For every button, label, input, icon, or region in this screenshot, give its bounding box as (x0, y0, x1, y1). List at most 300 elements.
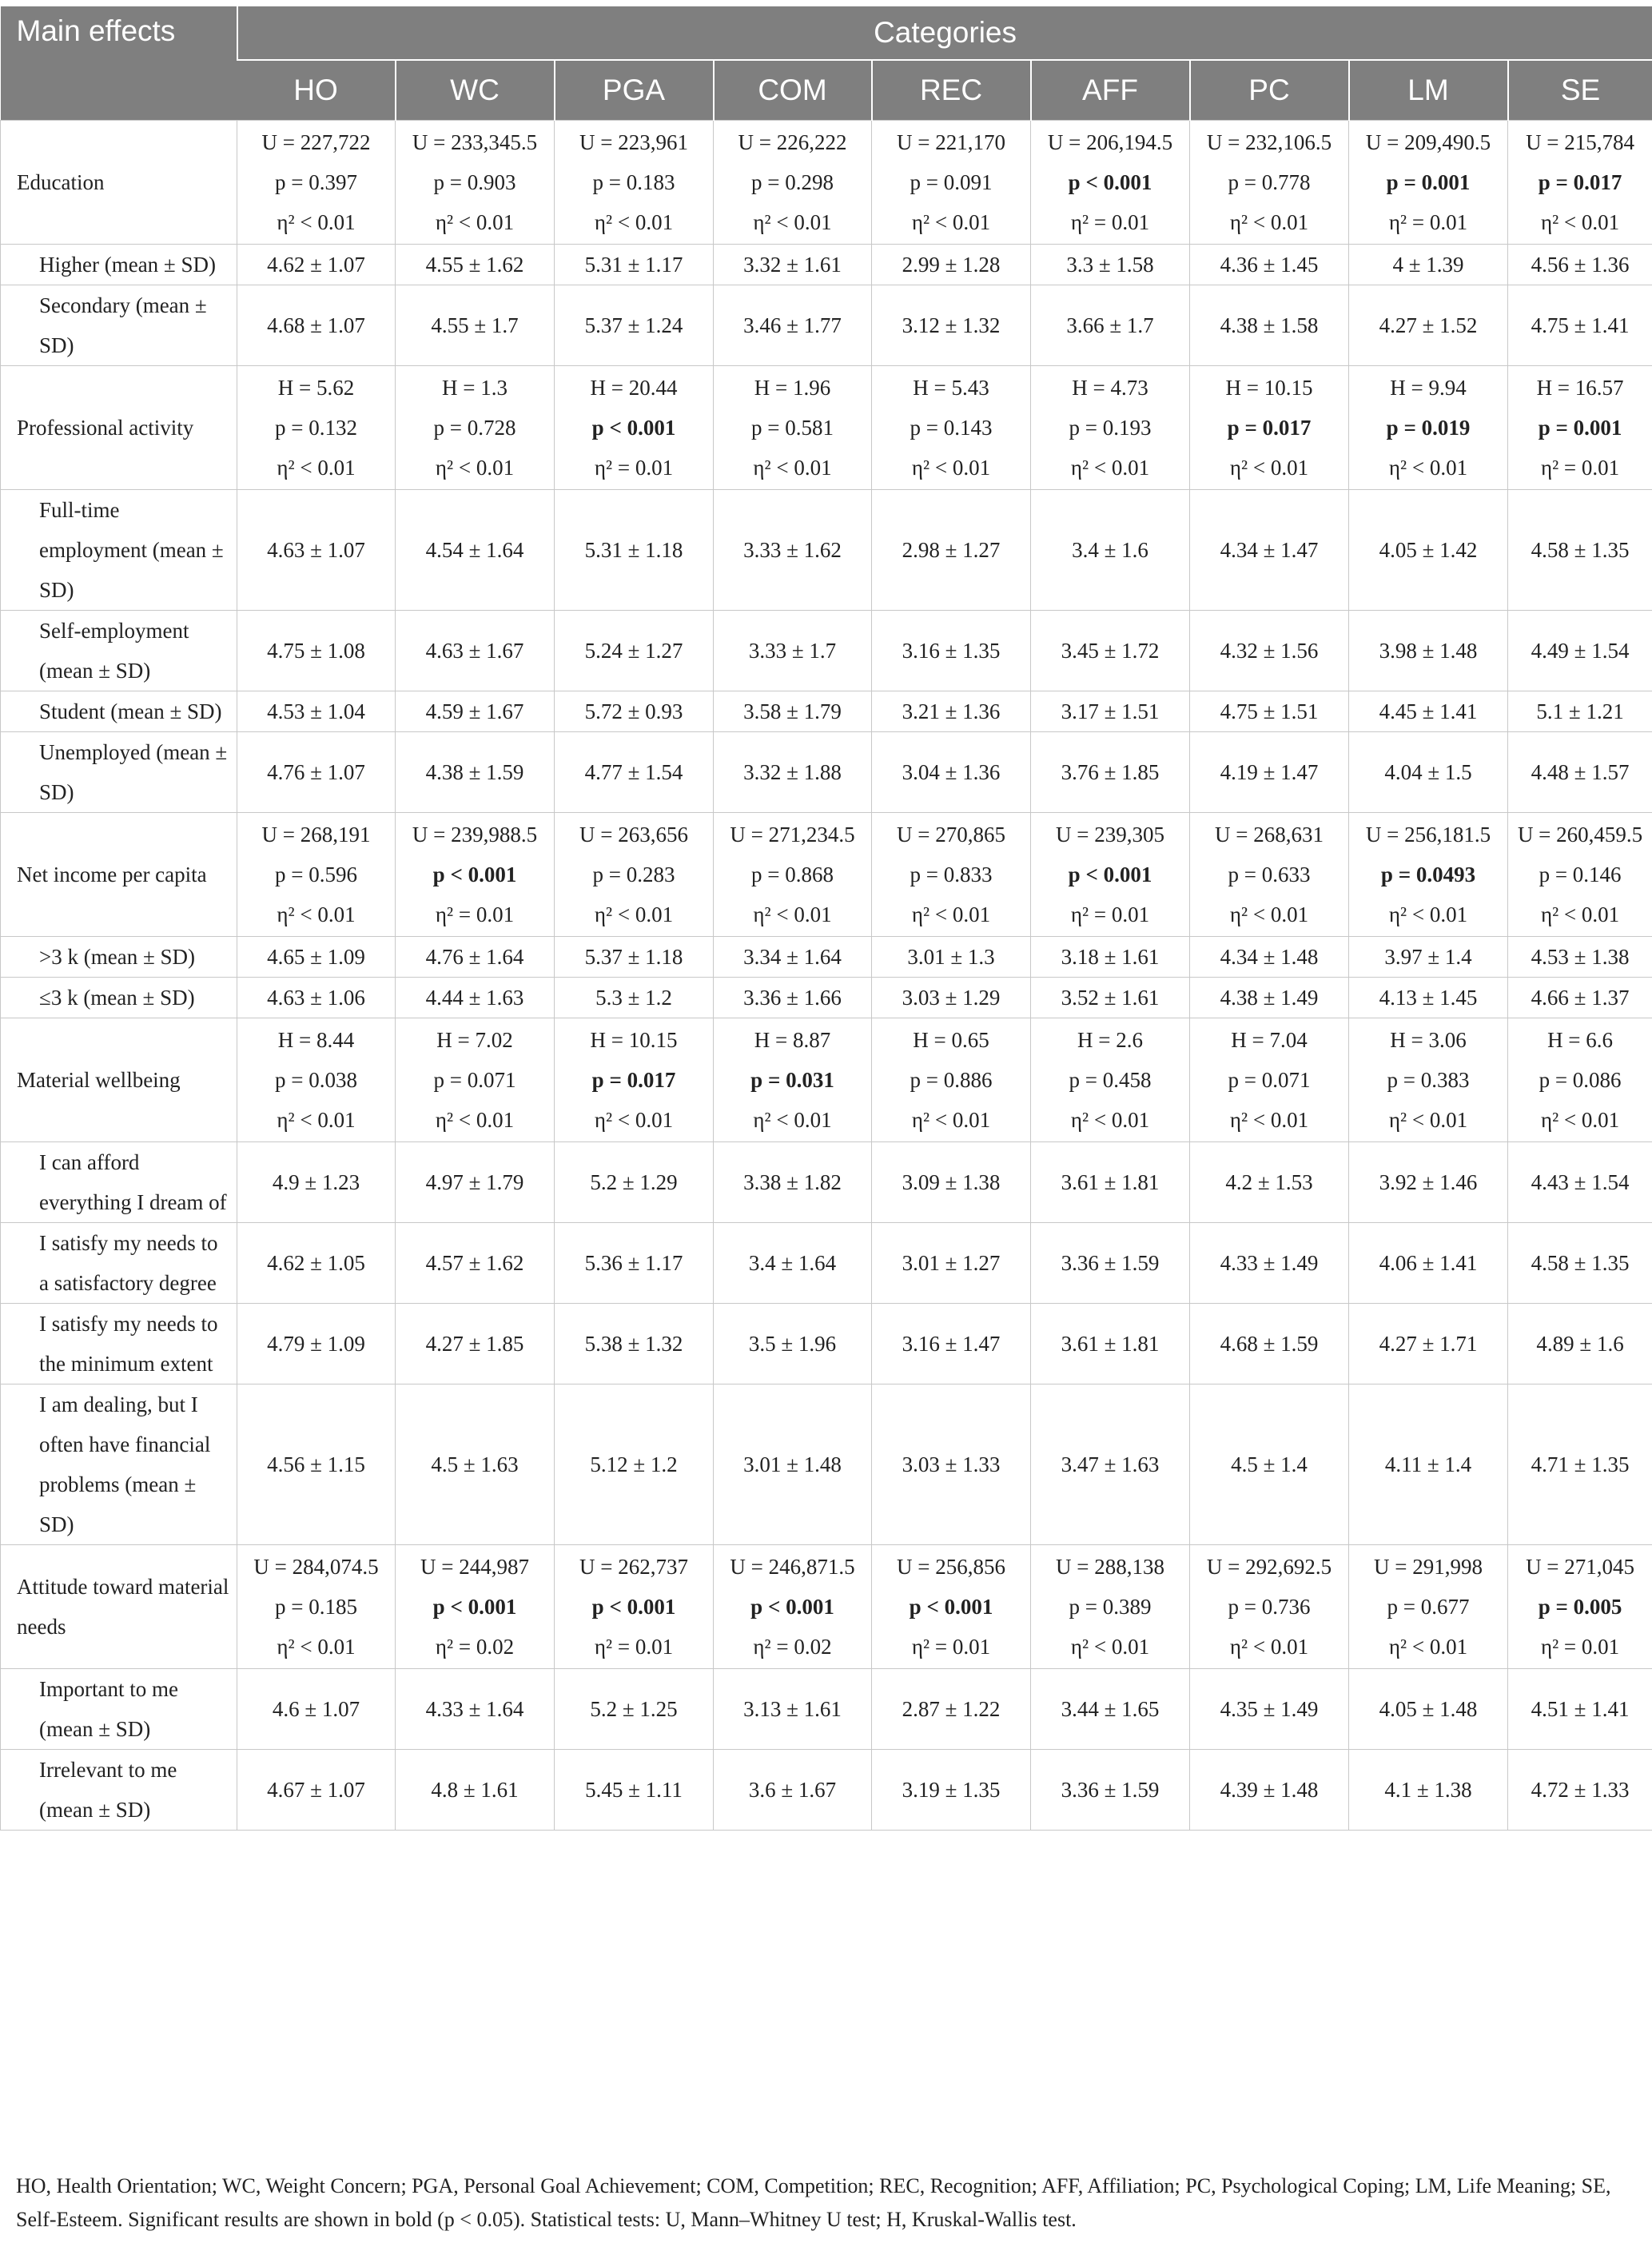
mean-sd-cell: 3.3 ± 1.58 (1031, 245, 1190, 285)
p-value: p = 0.143 (910, 416, 993, 440)
mean-sd-cell: 4.48 ± 1.57 (1508, 732, 1652, 813)
effect-size: η² = 0.01 (594, 1635, 674, 1659)
mean-sd-cell: 4.36 ± 1.45 (1190, 245, 1349, 285)
mean-sd-cell: 3.38 ± 1.82 (714, 1142, 872, 1223)
stat-cell (237, 813, 396, 937)
stat-cell (1508, 366, 1652, 490)
mean-sd-cell: 4.79 ± 1.09 (237, 1304, 396, 1384)
mean-sd-cell: 4.67 ± 1.07 (237, 1750, 396, 1831)
group-row (1, 1223, 1652, 1304)
test-statistic: U = 206,194.5 (1047, 130, 1173, 154)
stat-cell (1031, 813, 1190, 937)
effect-size: η² < 0.01 (1070, 456, 1150, 480)
results-table (0, 6, 1652, 1831)
p-value: p = 0.0493 (1380, 863, 1476, 886)
mean-sd-cell: 5.38 ± 1.32 (555, 1304, 714, 1384)
mean-sd-cell: 4.76 ± 1.07 (237, 732, 396, 813)
test-statistic: U = 263,656 (579, 823, 688, 847)
effect-size: η² < 0.01 (594, 210, 674, 234)
mean-sd-cell: 3.33 ± 1.62 (714, 490, 872, 611)
mean-sd-cell: 3.12 ± 1.32 (872, 285, 1031, 366)
mean-sd-cell: 4.35 ± 1.49 (1190, 1669, 1349, 1750)
mean-sd-cell: 3.01 ± 1.27 (872, 1223, 1031, 1304)
mean-sd-cell: 3.32 ± 1.88 (714, 732, 872, 813)
row-label: Important to me (mean ± SD) (1, 1669, 237, 1750)
p-value: p = 0.183 (592, 170, 675, 194)
effect-row (1, 813, 1652, 937)
p-value: p = 0.458 (1069, 1068, 1152, 1092)
mean-sd-cell: 5.24 ± 1.27 (555, 611, 714, 691)
mean-sd-cell: 3.17 ± 1.51 (1031, 691, 1190, 732)
row-label: I satisfy my needs to a satisfactory degree (1, 1223, 237, 1304)
mean-sd-cell: 4.75 ± 1.08 (237, 611, 396, 691)
row-label: I am dealing, but I often have financial problems (mean ± SD) (1, 1384, 237, 1545)
stat-cell (555, 1018, 714, 1142)
test-statistic: U = 215,784 (1526, 130, 1635, 154)
mean-sd-cell: 4.45 ± 1.41 (1349, 691, 1508, 732)
mean-sd-cell: 3.16 ± 1.47 (872, 1304, 1031, 1384)
stat-cell (714, 121, 872, 245)
effect-row (1, 1018, 1652, 1142)
mean-sd-cell: 4.55 ± 1.7 (396, 285, 555, 366)
mean-sd-cell: 3.97 ± 1.4 (1349, 937, 1508, 978)
column-header-wc: WC (396, 60, 555, 121)
mean-sd-cell: 4.57 ± 1.62 (396, 1223, 555, 1304)
effect-size: η² < 0.01 (277, 1108, 356, 1132)
p-value: p = 0.001 (1538, 416, 1622, 440)
effect-size: η² < 0.01 (1070, 1635, 1150, 1659)
test-statistic: H = 16.57 (1536, 376, 1624, 400)
effect-size: η² = 0.02 (435, 1635, 515, 1659)
effect-size: η² < 0.01 (1388, 456, 1468, 480)
stat-cell (1190, 813, 1349, 937)
column-header-rec: REC (872, 60, 1031, 121)
stat-cell (237, 366, 396, 490)
stat-cell (1508, 813, 1652, 937)
stat-cell (714, 813, 872, 937)
test-statistic: H = 8.44 (277, 1028, 355, 1052)
stat-cell (714, 366, 872, 490)
p-value: p = 0.677 (1387, 1595, 1470, 1619)
test-statistic: U = 271,234.5 (730, 823, 855, 847)
mean-sd-cell: 3.98 ± 1.48 (1349, 611, 1508, 691)
effect-size: η² = 0.01 (911, 1635, 991, 1659)
mean-sd-cell: 4.65 ± 1.09 (237, 937, 396, 978)
row-label: Education (1, 121, 237, 245)
mean-sd-cell: 4.76 ± 1.64 (396, 937, 555, 978)
p-value: p = 0.005 (1538, 1595, 1622, 1619)
p-value: p = 0.001 (1386, 170, 1471, 194)
main-effects-header: Main effects (1, 6, 237, 121)
mean-sd-cell: 4.68 ± 1.59 (1190, 1304, 1349, 1384)
p-value: p = 0.019 (1386, 416, 1471, 440)
effect-size: η² = 0.01 (1070, 210, 1150, 234)
test-statistic: H = 4.73 (1072, 376, 1148, 400)
row-label: I can afford everything I dream of (1, 1142, 237, 1223)
effect-size: η² < 0.01 (1388, 902, 1468, 926)
row-label: >3 k (mean ± SD) (1, 937, 237, 978)
p-value: p = 0.903 (433, 170, 516, 194)
mean-sd-cell: 4.97 ± 1.79 (396, 1142, 555, 1223)
p-value: p = 0.091 (910, 170, 993, 194)
p-value: p = 0.071 (1228, 1068, 1311, 1092)
mean-sd-cell: 4.89 ± 1.6 (1508, 1304, 1652, 1384)
stat-cell (1349, 1545, 1508, 1669)
test-statistic: U = 284,074.5 (253, 1555, 379, 1579)
stat-cell (555, 121, 714, 245)
mean-sd-cell: 3.66 ± 1.7 (1031, 285, 1190, 366)
p-value: p = 0.633 (1228, 863, 1311, 886)
stat-cell (1190, 1545, 1349, 1669)
effect-size: η² < 0.01 (277, 1635, 356, 1659)
mean-sd-cell: 4.19 ± 1.47 (1190, 732, 1349, 813)
p-value: p = 0.017 (591, 1068, 676, 1092)
stat-cell (396, 1545, 555, 1669)
mean-sd-cell: 4.9 ± 1.23 (237, 1142, 396, 1223)
effect-size: η² = 0.01 (1540, 456, 1620, 480)
mean-sd-cell: 4.53 ± 1.04 (237, 691, 396, 732)
stat-cell (1190, 1018, 1349, 1142)
p-value: p = 0.298 (751, 170, 834, 194)
group-row (1, 978, 1652, 1018)
row-label: Secondary (mean ± SD) (1, 285, 237, 366)
mean-sd-cell: 4.53 ± 1.38 (1508, 937, 1652, 978)
p-value: p = 0.833 (910, 863, 993, 886)
mean-sd-cell: 3.4 ± 1.6 (1031, 490, 1190, 611)
test-statistic: U = 291,998 (1374, 1555, 1483, 1579)
p-value: p = 0.185 (275, 1595, 357, 1619)
mean-sd-cell: 4 ± 1.39 (1349, 245, 1508, 285)
stat-cell (714, 1018, 872, 1142)
mean-sd-cell: 4.39 ± 1.48 (1190, 1750, 1349, 1831)
stat-cell (872, 1018, 1031, 1142)
effect-size: η² < 0.01 (753, 456, 832, 480)
column-header-aff: AFF (1031, 60, 1190, 121)
row-label: Attitude toward material needs (1, 1545, 237, 1669)
column-header-com: COM (714, 60, 872, 121)
p-value: p = 0.038 (275, 1068, 357, 1092)
p-value: p = 0.071 (433, 1068, 516, 1092)
mean-sd-cell: 4.66 ± 1.37 (1508, 978, 1652, 1018)
row-label: Higher (mean ± SD) (1, 245, 237, 285)
p-value: p = 0.389 (1069, 1595, 1152, 1619)
test-statistic: U = 221,170 (897, 130, 1005, 154)
test-statistic: U = 268,631 (1215, 823, 1324, 847)
test-statistic: U = 288,138 (1056, 1555, 1164, 1579)
group-row (1, 611, 1652, 691)
mean-sd-cell: 4.11 ± 1.4 (1349, 1384, 1508, 1545)
test-statistic: U = 256,856 (897, 1555, 1005, 1579)
mean-sd-cell: 3.03 ± 1.29 (872, 978, 1031, 1018)
stat-cell (714, 1545, 872, 1669)
mean-sd-cell: 4.75 ± 1.51 (1190, 691, 1349, 732)
mean-sd-cell: 4.59 ± 1.67 (396, 691, 555, 732)
test-statistic: U = 270,865 (897, 823, 1005, 847)
effect-size: η² = 0.01 (1388, 210, 1468, 234)
test-statistic: U = 223,961 (579, 130, 688, 154)
effect-size: η² < 0.01 (1229, 456, 1309, 480)
mean-sd-cell: 4.54 ± 1.64 (396, 490, 555, 611)
effect-row (1, 1545, 1652, 1669)
effect-size: η² < 0.01 (753, 902, 832, 926)
mean-sd-cell: 4.68 ± 1.07 (237, 285, 396, 366)
table-footnote: HO, Health Orientation; WC, Weight Concern; PGA, Personal Goal Achievement; COM, Competition; REC, Recognition; AFF, Affiliation; PC, Psychological Coping; LM, Life Meaning; SE, Self-Esteem. Significant results are shown in bold (p < 0.05). Statistical tests: U, Mann–Whitney U test; H, Kruskal-Wallis test. (16, 2174, 1611, 2231)
test-statistic: U = 232,106.5 (1206, 130, 1332, 154)
test-statistic: H = 9.94 (1390, 376, 1467, 400)
row-label: Self-employment (mean ± SD) (1, 611, 237, 691)
p-value: p = 0.086 (1539, 1068, 1622, 1092)
row-label: ≤3 k (mean ± SD) (1, 978, 237, 1018)
row-label: Unemployed (mean ± SD) (1, 732, 237, 813)
p-value: p < 0.001 (591, 1595, 676, 1619)
p-value: p < 0.001 (432, 863, 517, 886)
column-header-pc: PC (1190, 60, 1349, 121)
effect-size: η² < 0.01 (277, 902, 356, 926)
group-row (1, 1750, 1652, 1831)
mean-sd-cell: 3.32 ± 1.61 (714, 245, 872, 285)
effect-size: η² < 0.01 (435, 456, 515, 480)
mean-sd-cell: 3.47 ± 1.63 (1031, 1384, 1190, 1545)
mean-sd-cell: 4.56 ± 1.15 (237, 1384, 396, 1545)
stat-cell (237, 121, 396, 245)
mean-sd-cell: 3.16 ± 1.35 (872, 611, 1031, 691)
column-header-lm: LM (1349, 60, 1508, 121)
column-header-pga: PGA (555, 60, 714, 121)
effect-size: η² < 0.01 (1229, 902, 1309, 926)
test-statistic: H = 7.02 (436, 1028, 513, 1052)
group-row (1, 245, 1652, 285)
p-value: p < 0.001 (1068, 863, 1152, 886)
mean-sd-cell: 4.27 ± 1.52 (1349, 285, 1508, 366)
stat-cell (1349, 121, 1508, 245)
mean-sd-cell: 4.27 ± 1.85 (396, 1304, 555, 1384)
stat-cell (1031, 1545, 1190, 1669)
mean-sd-cell: 4.5 ± 1.4 (1190, 1384, 1349, 1545)
stat-cell (872, 813, 1031, 937)
p-value: p < 0.001 (909, 1595, 993, 1619)
group-row (1, 732, 1652, 813)
mean-sd-cell: 3.04 ± 1.36 (872, 732, 1031, 813)
row-label: Irrelevant to me (mean ± SD) (1, 1750, 237, 1831)
test-statistic: H = 3.06 (1390, 1028, 1467, 1052)
effect-size: η² < 0.01 (911, 1108, 991, 1132)
test-statistic: U = 233,345.5 (412, 130, 538, 154)
mean-sd-cell: 4.71 ± 1.35 (1508, 1384, 1652, 1545)
mean-sd-cell: 3.36 ± 1.59 (1031, 1750, 1190, 1831)
p-value: p < 0.001 (591, 416, 676, 440)
mean-sd-cell: 3.4 ± 1.64 (714, 1223, 872, 1304)
effect-size: η² < 0.01 (1540, 902, 1620, 926)
effect-size: η² < 0.01 (1229, 1108, 1309, 1132)
stat-cell (1508, 1545, 1652, 1669)
effect-size: η² < 0.01 (1388, 1108, 1468, 1132)
stat-cell (237, 1545, 396, 1669)
row-label: Full-time employment (mean ± SD) (1, 490, 237, 611)
mean-sd-cell: 3.34 ± 1.64 (714, 937, 872, 978)
effect-size: η² < 0.01 (911, 902, 991, 926)
column-header-ho: HO (237, 60, 396, 121)
mean-sd-cell: 4.56 ± 1.36 (1508, 245, 1652, 285)
mean-sd-cell: 5.12 ± 1.2 (555, 1384, 714, 1545)
effect-size: η² < 0.01 (1229, 1635, 1309, 1659)
mean-sd-cell: 2.99 ± 1.28 (872, 245, 1031, 285)
stat-cell (396, 121, 555, 245)
test-statistic: U = 239,988.5 (412, 823, 538, 847)
stat-cell (1508, 121, 1652, 245)
test-statistic: U = 260,459.5 (1517, 823, 1643, 847)
row-label: Material wellbeing (1, 1018, 237, 1142)
mean-sd-cell: 4.43 ± 1.54 (1508, 1142, 1652, 1223)
effect-size: η² = 0.01 (1540, 1635, 1620, 1659)
effect-size: η² < 0.01 (435, 210, 515, 234)
mean-sd-cell: 3.6 ± 1.67 (714, 1750, 872, 1831)
test-statistic: U = 246,871.5 (730, 1555, 855, 1579)
mean-sd-cell: 5.31 ± 1.18 (555, 490, 714, 611)
test-statistic: H = 10.15 (590, 1028, 678, 1052)
test-statistic: U = 209,490.5 (1365, 130, 1491, 154)
mean-sd-cell: 4.5 ± 1.63 (396, 1384, 555, 1545)
stat-cell (872, 366, 1031, 490)
test-statistic: H = 20.44 (590, 376, 678, 400)
test-statistic: U = 239,305 (1056, 823, 1164, 847)
mean-sd-cell: 3.58 ± 1.79 (714, 691, 872, 732)
effect-size: η² < 0.01 (1229, 210, 1309, 234)
effect-size: η² < 0.01 (1388, 1635, 1468, 1659)
p-value: p = 0.146 (1539, 863, 1622, 886)
stat-cell (1508, 1018, 1652, 1142)
stat-cell (1190, 121, 1349, 245)
p-value: p = 0.728 (433, 416, 516, 440)
table-body (1, 121, 1652, 1831)
test-statistic: H = 2.6 (1077, 1028, 1143, 1052)
stat-cell (555, 1545, 714, 1669)
effect-size: η² = 0.01 (594, 456, 674, 480)
stat-cell (1349, 366, 1508, 490)
test-statistic: U = 256,181.5 (1365, 823, 1491, 847)
mean-sd-cell: 3.33 ± 1.7 (714, 611, 872, 691)
test-statistic: H = 1.96 (754, 376, 831, 400)
effect-size: η² < 0.01 (911, 456, 991, 480)
effect-size: η² < 0.01 (1540, 1108, 1620, 1132)
effect-size: η² < 0.01 (1070, 1108, 1150, 1132)
stat-cell (1031, 1018, 1190, 1142)
effect-size: η² < 0.01 (753, 210, 832, 234)
row-label: Net income per capita (1, 813, 237, 937)
mean-sd-cell: 3.03 ± 1.33 (872, 1384, 1031, 1545)
mean-sd-cell: 3.61 ± 1.81 (1031, 1142, 1190, 1223)
test-statistic: H = 10.15 (1225, 376, 1313, 400)
p-value: p = 0.736 (1228, 1595, 1311, 1619)
stat-cell (555, 366, 714, 490)
group-row (1, 1384, 1652, 1545)
mean-sd-cell: 4.72 ± 1.33 (1508, 1750, 1652, 1831)
effect-size: η² < 0.01 (594, 902, 674, 926)
group-row (1, 937, 1652, 978)
test-statistic: U = 226,222 (738, 130, 847, 154)
mean-sd-cell: 5.45 ± 1.11 (555, 1750, 714, 1831)
mean-sd-cell: 4.33 ± 1.64 (396, 1669, 555, 1750)
effect-size: η² < 0.01 (277, 456, 356, 480)
test-statistic: U = 271,045 (1526, 1555, 1635, 1579)
stat-cell (1031, 366, 1190, 490)
test-statistic: U = 268,191 (261, 823, 371, 847)
test-statistic: H = 7.04 (1231, 1028, 1308, 1052)
mean-sd-cell: 3.09 ± 1.38 (872, 1142, 1031, 1223)
mean-sd-cell: 4.05 ± 1.48 (1349, 1669, 1508, 1750)
p-value: p = 0.383 (1387, 1068, 1470, 1092)
stat-cell (1190, 366, 1349, 490)
mean-sd-cell: 4.51 ± 1.41 (1508, 1669, 1652, 1750)
mean-sd-cell: 4.33 ± 1.49 (1190, 1223, 1349, 1304)
mean-sd-cell: 5.31 ± 1.17 (555, 245, 714, 285)
p-value: p < 0.001 (432, 1595, 517, 1619)
mean-sd-cell: 4.63 ± 1.07 (237, 490, 396, 611)
p-value: p = 0.017 (1227, 416, 1312, 440)
mean-sd-cell: 4.49 ± 1.54 (1508, 611, 1652, 691)
mean-sd-cell: 3.21 ± 1.36 (872, 691, 1031, 732)
mean-sd-cell: 3.19 ± 1.35 (872, 1750, 1031, 1831)
p-value: p = 0.596 (275, 863, 357, 886)
effect-row (1, 366, 1652, 490)
row-label: Student (mean ± SD) (1, 691, 237, 732)
mean-sd-cell: 4.55 ± 1.62 (396, 245, 555, 285)
mean-sd-cell: 5.36 ± 1.17 (555, 1223, 714, 1304)
mean-sd-cell: 3.36 ± 1.59 (1031, 1223, 1190, 1304)
effect-size: η² < 0.01 (435, 1108, 515, 1132)
mean-sd-cell: 4.34 ± 1.47 (1190, 490, 1349, 611)
stat-cell (555, 813, 714, 937)
mean-sd-cell: 4.6 ± 1.07 (237, 1669, 396, 1750)
p-value: p = 0.397 (275, 170, 357, 194)
test-statistic: U = 227,722 (261, 130, 371, 154)
p-value: p < 0.001 (1068, 170, 1152, 194)
mean-sd-cell: 3.36 ± 1.66 (714, 978, 872, 1018)
mean-sd-cell: 3.76 ± 1.85 (1031, 732, 1190, 813)
stat-cell (1349, 1018, 1508, 1142)
mean-sd-cell: 4.2 ± 1.53 (1190, 1142, 1349, 1223)
mean-sd-cell: 4.38 ± 1.59 (396, 732, 555, 813)
mean-sd-cell: 4.04 ± 1.5 (1349, 732, 1508, 813)
p-value: p = 0.132 (275, 416, 357, 440)
mean-sd-cell: 5.1 ± 1.21 (1508, 691, 1652, 732)
effect-row (1, 121, 1652, 245)
stat-cell (396, 366, 555, 490)
group-row (1, 1142, 1652, 1223)
stat-cell (872, 121, 1031, 245)
column-header-row (1, 60, 1652, 121)
test-statistic: U = 262,737 (579, 1555, 688, 1579)
stat-cell (1349, 813, 1508, 937)
test-statistic: H = 8.87 (754, 1028, 831, 1052)
mean-sd-cell: 3.5 ± 1.96 (714, 1304, 872, 1384)
column-header-se: SE (1508, 60, 1652, 121)
mean-sd-cell: 4.38 ± 1.49 (1190, 978, 1349, 1018)
test-statistic: H = 5.43 (913, 376, 989, 400)
test-statistic: H = 5.62 (277, 376, 355, 400)
effect-size: η² = 0.02 (753, 1635, 832, 1659)
mean-sd-cell: 3.01 ± 1.3 (872, 937, 1031, 978)
mean-sd-cell: 2.98 ± 1.27 (872, 490, 1031, 611)
group-row (1, 285, 1652, 366)
mean-sd-cell: 4.32 ± 1.56 (1190, 611, 1349, 691)
mean-sd-cell: 4.05 ± 1.42 (1349, 490, 1508, 611)
mean-sd-cell: 4.34 ± 1.48 (1190, 937, 1349, 978)
mean-sd-cell: 3.13 ± 1.61 (714, 1669, 872, 1750)
stat-cell (396, 813, 555, 937)
test-statistic: H = 6.6 (1547, 1028, 1614, 1052)
stat-cell (396, 1018, 555, 1142)
mean-sd-cell: 5.72 ± 0.93 (555, 691, 714, 732)
